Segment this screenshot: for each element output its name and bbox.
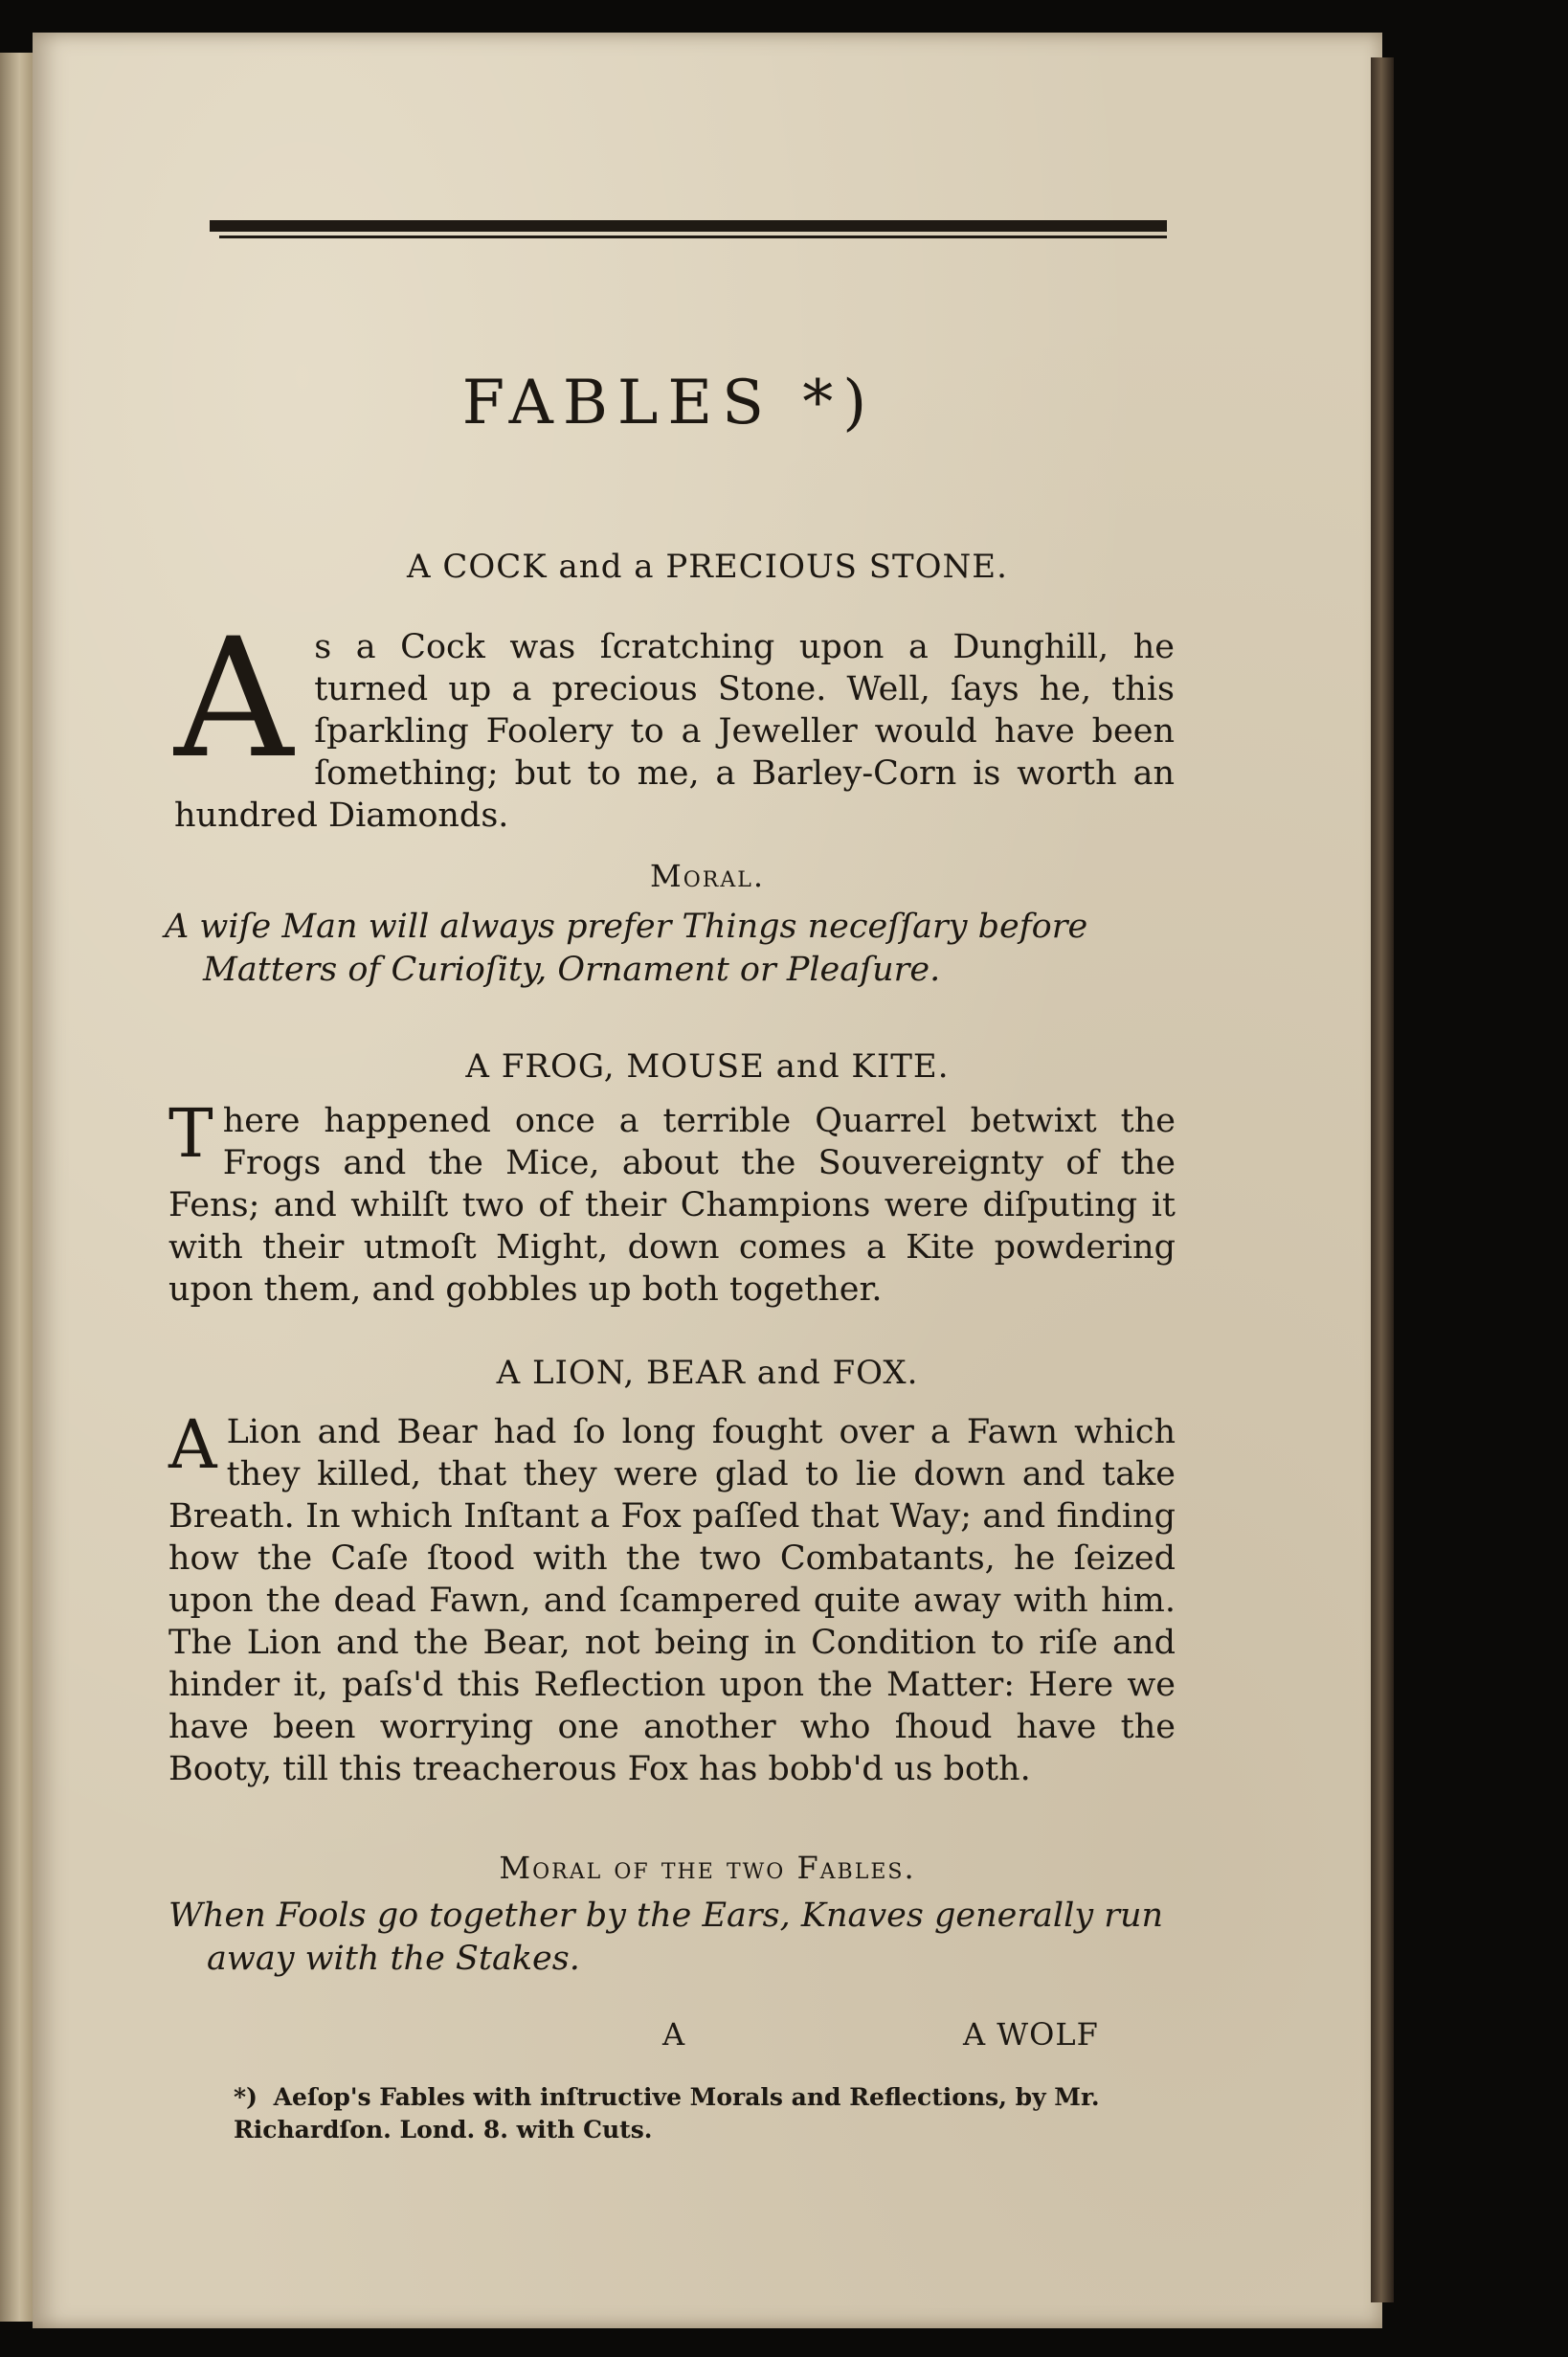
footnote-text: Aeſop's Fables with inſtructive Morals and Reflections, by Mr. Richardſon. Lond. 8. with Cuts. bbox=[234, 2083, 1100, 2144]
moral-heading: Moral. bbox=[649, 858, 766, 894]
header-rule-thin bbox=[219, 236, 1167, 238]
header-rule bbox=[210, 220, 1167, 232]
fable-body: Lion and Bear had ſo long fought over a Fawn which they killed, that they were glad to lie down and take Breath. In which Inſtant a Fox paſſed that Way; and finding how the Caſe ſtood with the two Combatants, he ſeized upon the dead Fawn, and ſcampered quite away with him. The Lion and the Bear, not being in Condition to riſe and hinder it, paſs'd this Reflection upon the Matter: Here we have been worrying one another who ſhoud have the Booty, till this treacherous Fox has bobb'd us both. bbox=[168, 1413, 1176, 1788]
book-page bbox=[33, 33, 1382, 2328]
footnote bbox=[234, 2081, 1200, 2146]
fable-text-cock bbox=[174, 602, 1175, 837]
initial-letter: T bbox=[168, 1094, 213, 1173]
moral-text: When Fools go together by the Ears, Knaves generally run away with the Stakes. bbox=[168, 1897, 1164, 1978]
page-title: FABLES *) bbox=[461, 368, 877, 438]
catchword-left: A bbox=[662, 2016, 686, 2053]
moral-text: A wiſe Man will always prefer Things neceſſary before Matters of Curioſity, Ornament or Pleaſure. bbox=[165, 908, 1088, 989]
fable-heading-frog: A FROG, MOUSE and KITE. bbox=[465, 1047, 950, 1086]
fable-body: s a Cock was ſcratching upon a Dunghill, he turned up a precious Stone. Well, ſays he, this ſparkling Foolery to a Jeweller would have been ſomething; but to me, a Barley-Corn is worth an hundred Diamonds. bbox=[174, 628, 1175, 835]
drop-cap: A bbox=[174, 602, 294, 795]
initial-letter: A bbox=[168, 1405, 217, 1484]
fable-heading-cock: A COCK and a PRECIOUS STONE. bbox=[407, 548, 1008, 586]
moral-heading: Moral of the two Fables. bbox=[499, 1850, 916, 1886]
fable-body: here happened once a terrible Quarrel betwixt the Frogs and the Mice, about the Souvereignty of the Fens; and whilſt two of their Champions were diſputing it with their utmoſt Might, down comes a Kite powdering upon them, and gobbles up both together. bbox=[168, 1102, 1176, 1309]
fable-text-lion bbox=[168, 1405, 1176, 1790]
book-binding bbox=[1371, 57, 1394, 2302]
fable-text-frog bbox=[168, 1094, 1176, 1311]
footnote-mark: *) bbox=[234, 2083, 258, 2111]
catchword: A WOLF bbox=[963, 2016, 1099, 2053]
fable-heading-lion: A LION, BEAR and FOX. bbox=[496, 1354, 919, 1392]
